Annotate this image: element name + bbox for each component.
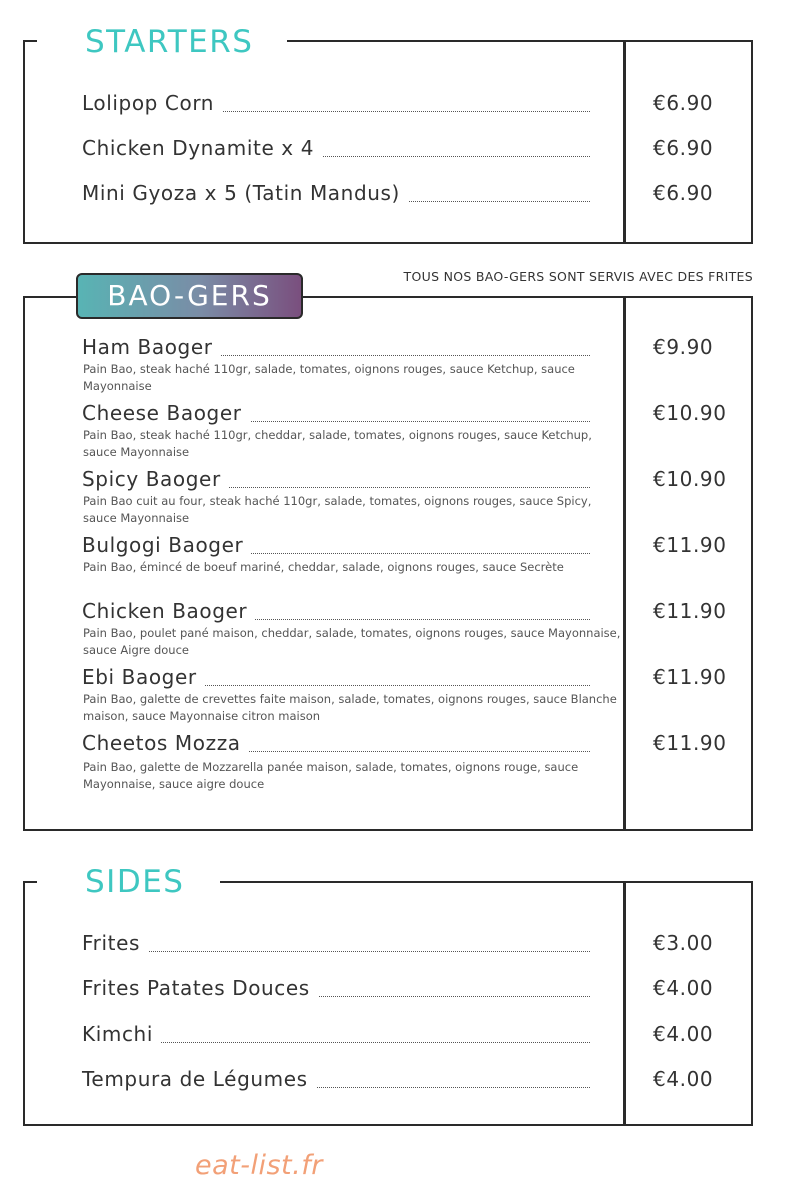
item-price: €3.00 bbox=[653, 931, 714, 955]
sides-title: SIDES bbox=[75, 862, 194, 902]
item-name: Ham Baoger bbox=[82, 335, 221, 359]
item-description: Pain Bao, steak haché 110gr, salade, tomates, oignons rouges, sauce Ketchup, sauce Mayonnaise bbox=[83, 362, 575, 393]
item-name: Spicy Baoger bbox=[82, 467, 229, 491]
item-name: Cheetos Mozza bbox=[82, 731, 249, 755]
starters-title: STARTERS bbox=[75, 22, 263, 62]
item-price: €6.90 bbox=[653, 181, 714, 205]
item-name: Frites Patates Douces bbox=[82, 976, 318, 1000]
baogers-fries-note: TOUS NOS BAO-GERS SONT SERVIS AVEC DES FRITES bbox=[403, 269, 753, 284]
item-description: Pain Bao, émincé de boeuf mariné, cheddar, salade, oignons rouges, sauce Secrète bbox=[83, 560, 564, 574]
sides-section bbox=[23, 862, 753, 1126]
item-name: Ebi Baoger bbox=[82, 665, 205, 689]
item-description: Pain Bao, steak haché 110gr, cheddar, salade, tomates, oignons rouges, sauce Ketchup, sauce Mayonnaise bbox=[83, 428, 592, 459]
price-column-divider bbox=[623, 883, 626, 1124]
item-price: €11.90 bbox=[653, 665, 727, 689]
watermark: eat-list.fr bbox=[195, 1150, 323, 1181]
item-price: €10.90 bbox=[653, 401, 727, 425]
item-name: Mini Gyoza x 5 (Tatin Mandus) bbox=[82, 181, 408, 205]
item-description: Pain Bao, galette de crevettes faite maison, salade, tomates, oignons rouges, sauce Blanche maison, sauce Mayonnaise citron maison bbox=[83, 692, 617, 723]
item-price: €11.90 bbox=[653, 533, 727, 557]
item-name: Kimchi bbox=[82, 1022, 161, 1046]
item-price: €10.90 bbox=[653, 467, 727, 491]
item-name: Bulgogi Baoger bbox=[82, 533, 251, 557]
item-name: Frites bbox=[82, 931, 148, 955]
item-description: Pain Bao cuit au four, steak haché 110gr, salade, tomates, oignons rouges, sauce Spicy, sauce Mayonnaise bbox=[83, 494, 592, 525]
item-description: Pain Bao, poulet pané maison, cheddar, salade, tomates, oignons rouges, sauce Mayonnaise, sauce Aigre douce bbox=[83, 626, 621, 657]
item-name: Chicken Baoger bbox=[82, 599, 255, 623]
starters-section bbox=[23, 22, 753, 244]
item-name: Chicken Dynamite x 4 bbox=[82, 136, 322, 160]
price-column-divider bbox=[623, 42, 626, 242]
item-description: Pain Bao, galette de Mozzarella panée maison, salade, tomates, oignons rouge, sauce Mayonnaise, sauce aigre douce bbox=[83, 760, 579, 791]
item-price: €6.90 bbox=[653, 136, 714, 160]
item-name: Lolipop Corn bbox=[82, 91, 222, 115]
item-price: €9.90 bbox=[653, 335, 714, 359]
item-name: Tempura de Légumes bbox=[82, 1067, 316, 1091]
price-column-divider bbox=[623, 298, 626, 829]
item-price: €4.00 bbox=[653, 1067, 714, 1091]
item-price: €4.00 bbox=[653, 1022, 714, 1046]
item-price: €6.90 bbox=[653, 91, 714, 115]
baogers-title-badge: BAO-GERS bbox=[76, 273, 303, 319]
item-price: €11.90 bbox=[653, 731, 727, 755]
item-name: Cheese Baoger bbox=[82, 401, 250, 425]
baogers-section bbox=[23, 269, 753, 831]
item-price: €11.90 bbox=[653, 599, 727, 623]
item-price: €4.00 bbox=[653, 976, 714, 1000]
